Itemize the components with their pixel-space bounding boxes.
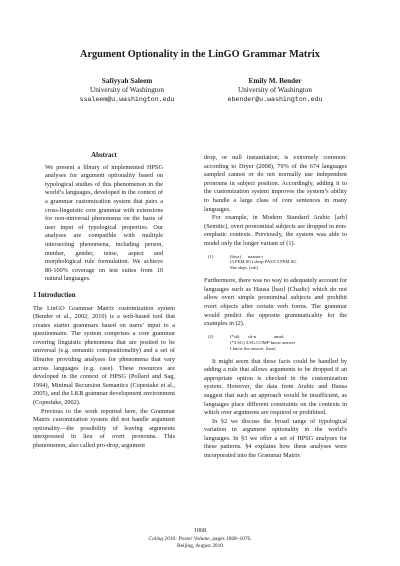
paragraph: It might seem that these facts could be handled by adding a rule that allows arguments to be dropped if an appropriate option is checked in the customization system. However, the data from Arabic and Hausa suggest that such an approach would be insufficient, as languages place different constraints on the contexts in which over arguments are required or prohibited. — [204, 357, 347, 417]
right-column — [204, 154, 347, 461]
example-word: (hiya) — [230, 253, 241, 259]
section-heading: 1 Introduction — [33, 291, 76, 299]
example-1 — [204, 254, 347, 272]
example-translation: I know the answer. [hau] — [230, 345, 276, 351]
left-column — [33, 152, 175, 451]
author-name: Safiyyah Saleem — [101, 77, 153, 85]
paragraph: Previous to the work reported here, the Grammar Matrix customization system did not handle argument optionality—the possibility of leaving arguments unexpressed in lieu of overt pronouns. This phenomenon, also called pro-drop, argument — [33, 407, 175, 449]
paragraph: In §2 we discuss the broad range of typological variation in argument optionality in the world’s languages. In §3 we offer a set of HPSG analyses for these patterns. §4 explains how these analyses were incorporated into the Grammar Matrix — [204, 417, 347, 460]
author-email: ssaleem@u.washington.edu — [79, 96, 175, 104]
abstract-heading: Abstract — [91, 152, 117, 159]
author-2 — [200, 77, 350, 105]
example-word: sū-n — [248, 333, 256, 339]
venue: Coling 2010: Poster Volume — [148, 536, 210, 543]
example-word: naama-t — [248, 253, 263, 259]
author-affiliation: University of Washington — [90, 86, 164, 95]
author-affiliation: University of Washington — [238, 86, 312, 95]
example-gloss: (3.FEM.SG) sleep.PAST-3.FEM.SG — [230, 259, 297, 265]
paper-title: Argument Optionality in the LinGO Grammar Matrix — [80, 49, 320, 60]
conference-location: Beijing, August 2010 — [177, 542, 223, 549]
example-number: (1) — [208, 253, 214, 259]
example-number: (2) — [208, 333, 214, 339]
author-name: Emily M. Bender — [248, 77, 302, 85]
paragraph: drop, or null instantiation, is extremely common: according to Dryer (2008), 79% of the 674 languages sampled cannot or do not normally use independent pronouns in subject position. Accordingly, adding it to the customization system improves the system’s ability to handle a large class of core sentences in many languages. — [204, 154, 347, 213]
paragraph: For example, in Modern Standard Arabic [arb] (Semitic), overt pronominal subjects are dropped in non-emphatic contexts. Previously, the system was able to model only the longer variant of (1). — [204, 214, 347, 247]
abstract-text: We present a library of implemented HPSG analyses for argument optionality based on typological studies of this phenomenon in the world’s languages, developed in the context of a grammar customization system that pairs a cross-linguistic core grammar with extensions for non-universal phenomena on the basis of user input of typological properties. Our analyses are compatible with multiple intersecting phenomena, including person, number, gender, tense, aspect and morphological rule formulation. We achieve 80-100% coverage on test suites from 10 natural languages. — [45, 163, 163, 283]
paragraph: The LinGO Grammar Matrix customization system (Bender et al., 2002; 2010) is a web-based tool that creates starter grammars based on users’ input to a questionnaire. The system comprises a core grammar covering linguistic phenomena that are posited to be universal (e.g. semantic compositionality) and a set of libraries providing analyses for phenomena that vary across languages (e.g. case). These resources are developed in the context of HPSG (Pollard and Sag, 1994), Minimal Recursion Semantics (Copestake et al., 2005), and the LKB grammar development environment (Copestake, 2002). — [33, 304, 175, 407]
example-2 — [204, 334, 347, 352]
paragraph: Furthermore, there was no way to adequately account for languages such as Hausa [hau] (Chadic) which do not allow overt simple pronominal subjects and prohibit overt objects after certain verb forms. The grammar would predict the opposite grammaticality for the examples in (2). — [204, 277, 347, 328]
author-email: ebender@u.washington.edu — [227, 96, 323, 104]
example-word: (*sū) — [230, 333, 240, 339]
example-translation: She slept. [arb] — [230, 265, 258, 271]
page-range: , pages 1068–1076, — [209, 536, 252, 543]
example-gloss: (*3.SG) 3.SG.COMP-know answer — [230, 339, 296, 345]
page-footer — [0, 528, 400, 549]
page-number: 1068 — [194, 528, 206, 534]
author-1 — [52, 77, 202, 105]
example-word: amsā — [274, 333, 284, 339]
